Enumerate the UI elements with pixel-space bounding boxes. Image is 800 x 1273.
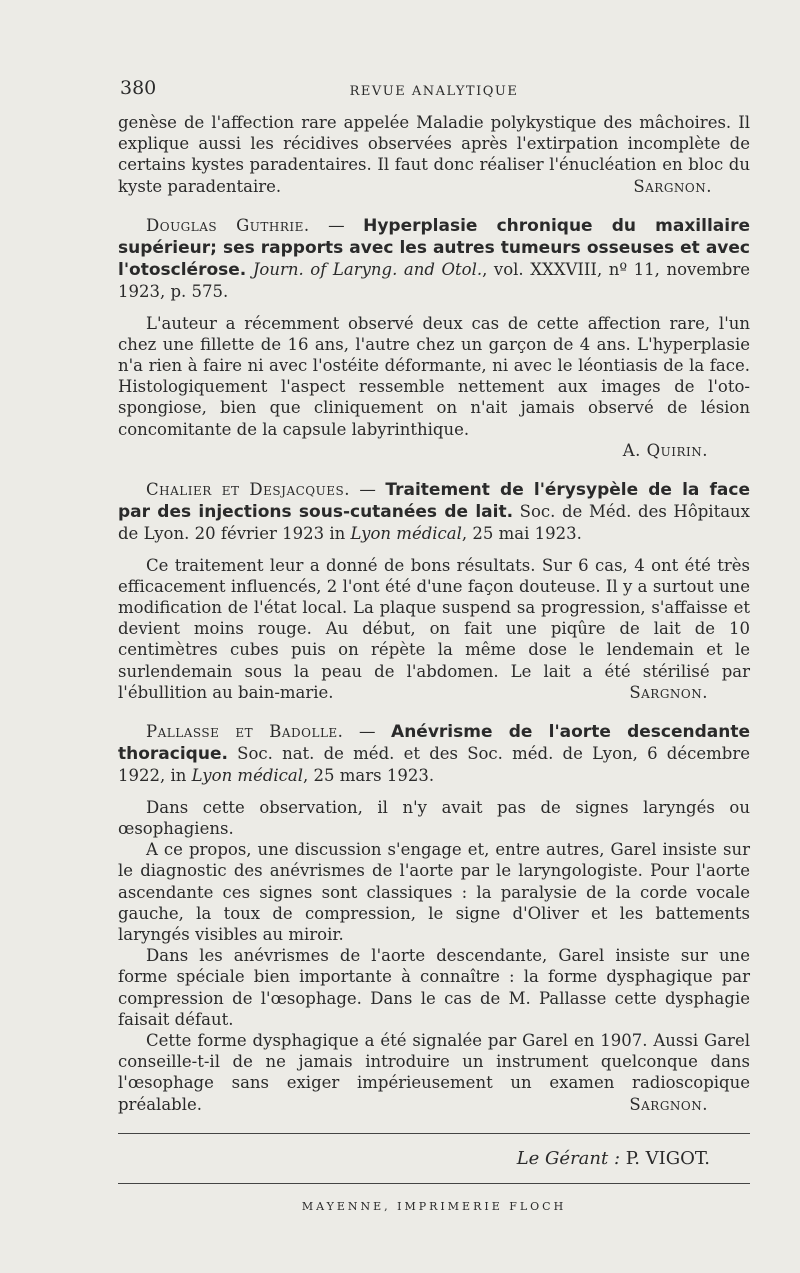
article-title: Hyperplasie chronique du maxillaire supérieur; ses rapports avec les autres tumeurs osseuses et avec l'otosclérose. xyxy=(118,215,751,281)
intro-paragraph xyxy=(118,112,750,197)
footer-divider xyxy=(118,1133,750,1134)
page xyxy=(118,78,750,1217)
intro-signature: Sargnon. xyxy=(633,176,712,196)
article-chalier xyxy=(118,479,750,703)
article-paragraph-text: Cette forme dysphagique a été signalée par Garel en 1907. Aussi Garel conseille-t-il de ne jamais introduire un instrument quelconque dans l'œsophage sans exiger impérieusement un examen radioscopique préalable. xyxy=(118,1030,750,1114)
journal-name: Journ. of Laryng. and Otol. xyxy=(252,260,483,280)
gerant-label: Le Gérant : xyxy=(516,1147,621,1169)
journal-details: Soc. de Méd. des Hôpitaux de Lyon. 20 février 1923 in xyxy=(118,502,750,544)
article-paragraph: Dans les anévrismes de l'aorte descendante, Garel insiste sur une forme spéciale bien importante à connaître : la forme dysphagique par compression de l'œsophage. Dans le cas de M. Pallasse cette dysphagie faisait défaut. xyxy=(118,946,750,1029)
article-title: Traitement de l'érysypèle de la face par des injections sous-cutanées de lait. xyxy=(118,480,750,523)
article-authors: Douglas Guthrie. xyxy=(146,215,310,235)
article-body xyxy=(118,555,750,703)
intro-text: genèse de l'affection rare appelée Maladie polykystique des mâchoires. Il explique aussi les récidives observées après l'extirpation incomplète de certains kystes paradentaires. Il faut donc réaliser l'énucléation en bloc du kyste paradentaire. xyxy=(118,113,750,196)
article-reference xyxy=(118,479,750,545)
article-authors: Chalier et Desjacques. xyxy=(146,480,350,500)
dash: — xyxy=(309,215,364,235)
article-authors: Pallasse et Badolle. xyxy=(146,722,344,742)
gerant-name: P. VIGOT. xyxy=(625,1147,710,1169)
article-paragraph: Dans cette observation, il n'y avait pas de signes laryngés ou œsophagiens. xyxy=(118,797,750,838)
article-guthrie xyxy=(118,215,750,461)
article-paragraph xyxy=(118,1030,750,1115)
article-body: L'auteur a récemment observé deux cas de cette affection rare, l'un chez une fillette de 16 ans, l'autre chez un garçon de 4 ans. L'hyperplasie n'a rien à faire ni avec l'ostéite déformante, ni avec le léontiasis de la face. Histologiquement l'aspect ressemble nettement aux images de l'oto-spongiose, bien que cliniquement on n'ait jamais observé de lésion concomitante de la capsule labyrinthique. xyxy=(118,313,750,439)
journal-name: Lyon médical xyxy=(191,766,304,786)
footer-divider-bottom xyxy=(118,1183,750,1184)
article-paragraph: A ce propos, une discussion s'engage et, entre autres, Garel insiste sur le diagnostic des anévrismes de l'aorte par le laryngologiste. Pour l'aorte ascendante ces signes sont classiques : la paralysie de la corde vocale gauche, la toux de compression, le signe d'Oliver et les battements laryngés visibles au miroir. xyxy=(118,840,750,944)
running-header xyxy=(118,78,750,112)
dash: — xyxy=(349,480,386,500)
journal-details: Soc. nat. de méd. et des Soc. méd. de Lyon, 6 décembre 1922, in xyxy=(118,744,750,786)
running-title: REVUE ANALYTIQUE xyxy=(349,84,519,99)
article-signature: Sargnon. xyxy=(629,682,708,702)
journal-date: , 25 mars 1923. xyxy=(303,766,435,786)
article-title: Anévrisme de l'aorte descendante thoracique. xyxy=(118,722,750,765)
journal-date: , 25 mai 1923. xyxy=(461,524,582,544)
article-reference xyxy=(118,215,750,303)
article-body-text: Ce traitement leur a donné de bons résultats. Sur 6 cas, 4 ont été très efficacement influencés, 2 l'ont été d'une façon douteuse. Il y a surtout une modification de l'état local. La plaque suspend sa progression, s'affaisse et devient moins rouge. Au début, on fait une piqûre de lait de 10 centimètres cubes puis on répète la même dose le lendemain et le surlendemain sous la peau de l'abdomen. Le lait a été stérilisé par l'ébullition au bain-marie. xyxy=(118,555,750,702)
article-signature: A. Quirin. xyxy=(622,440,708,460)
article-pallasse xyxy=(118,721,750,1115)
gerant-line xyxy=(118,1148,710,1169)
article-reference xyxy=(118,721,750,787)
dash: — xyxy=(343,722,392,742)
printer-imprint: MAYENNE, IMPRIMERIE FLOCH xyxy=(301,1199,567,1213)
page-number: 380 xyxy=(120,77,157,99)
journal-name: Lyon médical xyxy=(350,524,462,544)
journal-details: , vol. XXXVIII, nº 11, novembre 1923, p. 575. xyxy=(118,260,750,302)
article-signature: Sargnon. xyxy=(629,1094,708,1114)
